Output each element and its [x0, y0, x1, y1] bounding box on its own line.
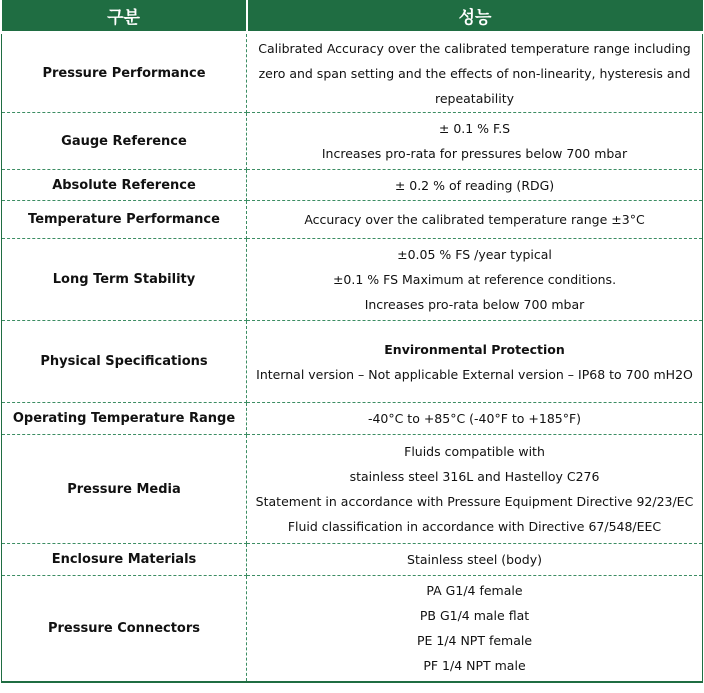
row-value-line: stainless steel 316L and Hastelloy C276 — [349, 469, 600, 484]
table-row — [2, 403, 703, 435]
row-label: Enclosure Materials — [2, 544, 247, 576]
row-label: Operating Temperature Range — [2, 403, 247, 435]
row-value-line: PE 1/4 NPT female — [416, 633, 533, 649]
header-row — [2, 0, 703, 33]
row-label: Long Term Stability — [2, 239, 247, 321]
row-value — [247, 170, 703, 201]
row-value-line: ± 0.2 % of reading (RDG) — [394, 177, 555, 193]
row-value — [247, 403, 703, 435]
table-row — [2, 576, 703, 682]
row-label: Physical Specifications — [2, 321, 247, 403]
table-row — [2, 170, 703, 201]
row-value — [247, 113, 703, 170]
row-value-line: Increases pro-rata below 700 mbar — [364, 297, 585, 312]
spec-table — [1, 0, 703, 683]
row-value — [247, 544, 703, 576]
row-label: Temperature Performance — [2, 201, 247, 239]
table-row — [2, 33, 703, 113]
row-label: Pressure Connectors — [2, 576, 247, 682]
row-value-line: Internal version – Not applicable External version – IP68 to 700 mH2O — [256, 366, 693, 382]
row-label: Gauge Reference — [2, 113, 247, 170]
row-value-line: Calibrated Accuracy over the calibrated temperature range including zero and span setting and the effects of non-linearity, hysteresis and repeatability — [258, 40, 691, 106]
table-row — [2, 113, 703, 170]
row-value-line: Increases pro-rata for pressures below 700 mbar — [321, 146, 628, 161]
row-value — [247, 576, 703, 682]
header-category: 구분 — [2, 0, 247, 33]
row-value — [247, 33, 703, 113]
row-value-heading: Environmental Protection — [384, 341, 565, 357]
row-label: Pressure Performance — [2, 33, 247, 113]
row-value-line: Statement in accordance with Pressure Equipment Directive 92/23/EC — [255, 494, 694, 509]
row-value-line: ± 0.1 % F.S — [438, 121, 511, 136]
table-row — [2, 239, 703, 321]
table-row — [2, 544, 703, 576]
row-value-line: PF 1/4 NPT male — [423, 658, 526, 674]
row-value-line: ±0.1 % FS Maximum at reference conditions. — [332, 272, 617, 287]
header-performance: 성능 — [247, 0, 703, 33]
row-value-line: Fluid classification in accordance with Directive 67/548/EEC — [287, 519, 662, 534]
row-value-line: Accuracy over the calibrated temperature range ±3°C — [304, 212, 645, 227]
row-value-line: -40°C to +85°C (-40°F to +185°F) — [367, 411, 582, 426]
row-value-line: ±0.05 % FS /year typical — [397, 247, 552, 262]
row-value — [247, 435, 703, 544]
table-row — [2, 201, 703, 239]
table-row — [2, 321, 703, 403]
row-value-line: PA G1/4 female — [426, 583, 523, 599]
row-value — [247, 321, 703, 403]
table-row — [2, 435, 703, 544]
row-value-line: Fluids compatible with — [404, 444, 545, 459]
row-label: Pressure Media — [2, 435, 247, 544]
row-value — [247, 201, 703, 239]
row-value-line: PB G1/4 male flat — [419, 608, 530, 624]
row-value — [247, 239, 703, 321]
row-value-line: Stainless steel (body) — [407, 552, 542, 567]
row-label: Absolute Reference — [2, 170, 247, 201]
